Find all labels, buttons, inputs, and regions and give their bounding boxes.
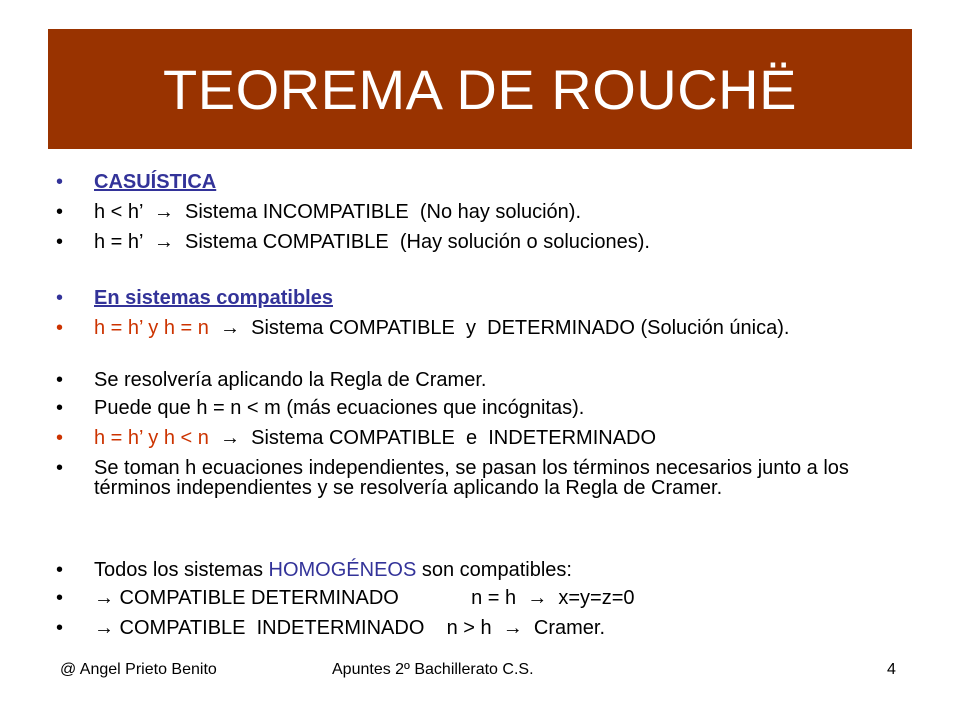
arrow-icon: → bbox=[94, 587, 114, 609]
item-text: → COMPATIBLE INDETERMINADO n > h → Cramer. bbox=[94, 617, 606, 639]
bullet-icon: • bbox=[56, 369, 64, 391]
bullet-icon: • bbox=[56, 397, 64, 419]
arrow-icon: → bbox=[502, 617, 523, 639]
bullet-icon: • bbox=[56, 231, 64, 253]
homogeneos-highlight: HOMOGÉNEOS bbox=[268, 559, 417, 581]
bullet-icon: • bbox=[56, 317, 64, 339]
condition-text: h = h’ y h = n bbox=[94, 317, 209, 339]
bullet-icon: • bbox=[56, 587, 64, 609]
item-text: h < h’ → Sistema INCOMPATIBLE (No hay solución). bbox=[94, 201, 582, 223]
arrow-icon: → bbox=[153, 201, 174, 223]
title-banner bbox=[48, 29, 912, 149]
item-text: Se resolvería aplicando la Regla de Cramer. bbox=[94, 369, 487, 391]
footer-course: Apuntes 2º Bachillerato C.S. bbox=[332, 661, 534, 678]
arrow-icon: → bbox=[220, 317, 241, 339]
bullet-icon: • bbox=[56, 201, 64, 223]
bullet-icon: • bbox=[56, 427, 64, 449]
item-text: h = h’ → Sistema COMPATIBLE (Hay solución o soluciones). bbox=[94, 231, 650, 253]
item-text: Puede que h = n < m (más ecuaciones que incógnitas). bbox=[94, 397, 585, 419]
item-text: → COMPATIBLE DETERMINADO n = h → x=y=z=0 bbox=[94, 587, 635, 609]
page-title: TEOREMA DE ROUCHË bbox=[163, 57, 797, 121]
arrow-icon: → bbox=[527, 587, 548, 609]
item-text: h = h’ y h = n → Sistema COMPATIBLE y DETERMINADO (Solución única). bbox=[94, 317, 790, 339]
heading-casuistica: CASUÍSTICA bbox=[94, 171, 217, 193]
arrow-icon: → bbox=[220, 427, 241, 449]
heading-compatibles: En sistemas compatibles bbox=[94, 287, 333, 309]
arrow-icon: → bbox=[94, 617, 114, 639]
bullet-icon: • bbox=[56, 287, 64, 309]
footer-author: @ Angel Prieto Benito bbox=[60, 661, 217, 678]
item-text: Se toman h ecuaciones independientes, se pasan los términos necesarios junto a los términos independientes y se resolvería aplicando la Regla de Cramer. bbox=[94, 457, 849, 499]
bullet-icon: • bbox=[56, 171, 64, 193]
bullet-icon: • bbox=[56, 559, 64, 581]
footer-page-number: 4 bbox=[887, 661, 896, 678]
bullet-icon: • bbox=[56, 617, 64, 639]
arrow-icon: → bbox=[153, 231, 174, 253]
text-part: Todos los sistemas bbox=[94, 559, 269, 581]
item-text: h = h’ y h < n → Sistema COMPATIBLE e INDETERMINADO bbox=[94, 427, 657, 449]
bullet-icon: • bbox=[56, 457, 64, 479]
text-part: son compatibles: bbox=[416, 559, 572, 581]
condition-text: h = h’ y h < n bbox=[94, 427, 209, 449]
item-text bbox=[94, 560, 886, 580]
